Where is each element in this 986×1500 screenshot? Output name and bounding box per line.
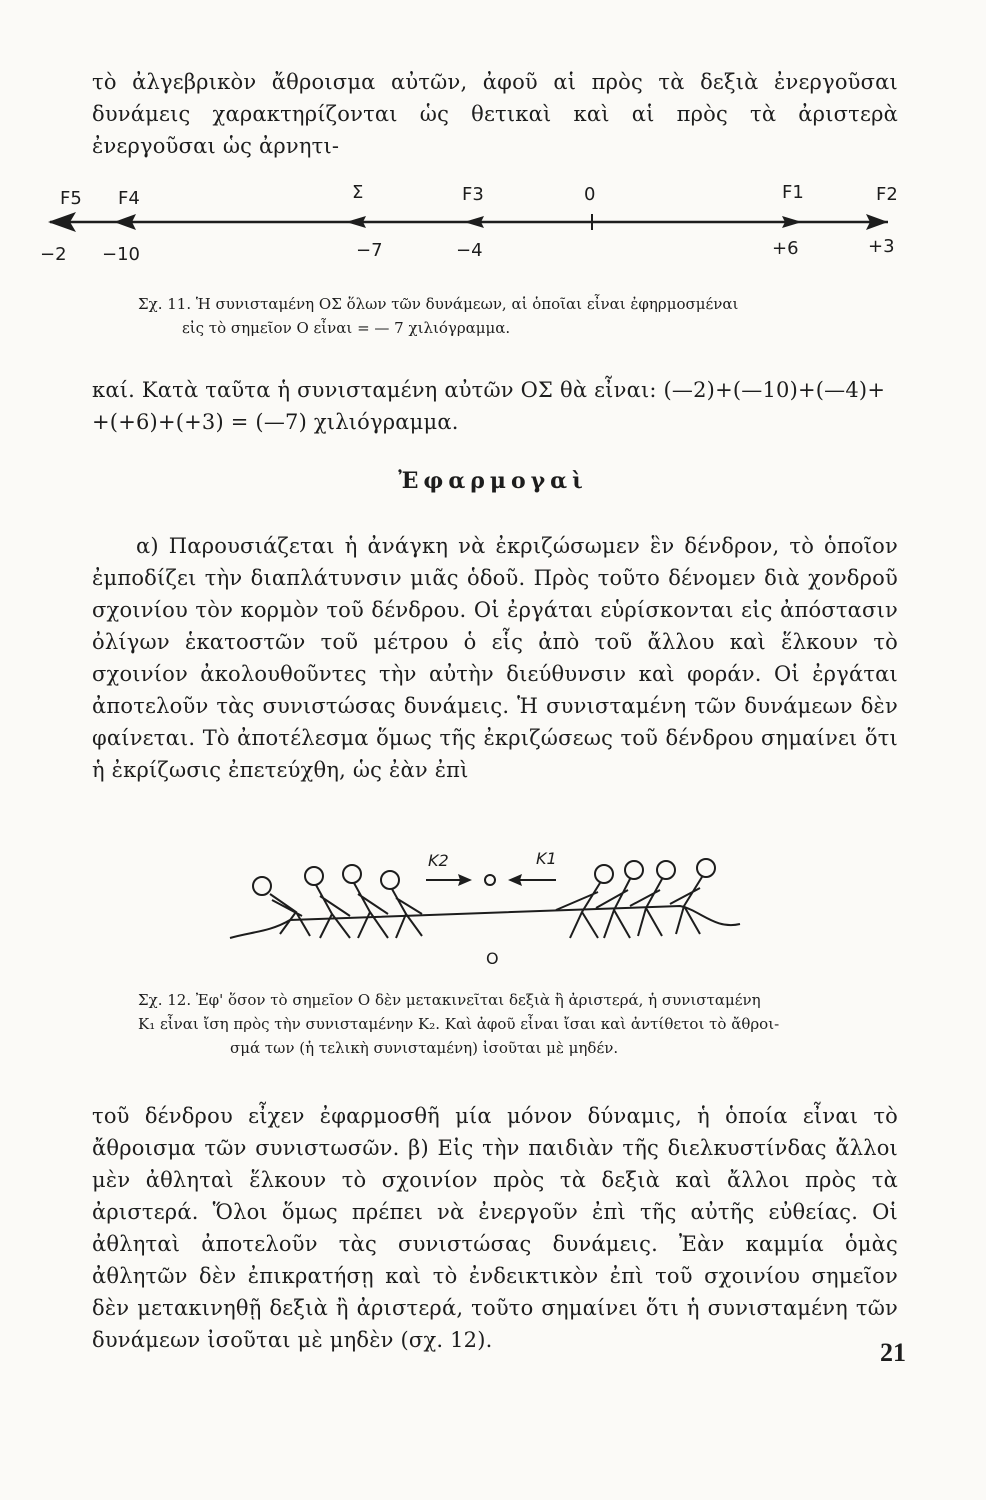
- paragraph-a: α) Παρουσιάζεται ἡ ἀνάγκη νὰ ἐκριζώσωμεν ἓν δένδρον, τὸ ὁποῖον ἐμποδίζει τὴν διαπλάτυνσιν μιᾶς ὁδοῦ. Πρὸς τοῦτο δένομεν διὰ χονδροῦ σχοινίου τὸν κορμὸν τοῦ δένδρου. Οἱ ἐργάται εὑρίσκονται εἰς ἀπόστασιν ὀλίγων ἑκατοστῶν τοῦ μέτρου ὁ εἷς ἀπὸ τοῦ ἄλλου καὶ ἕλκουν τὸ σχοινίον ἀκολουθοῦντες τὴν αὐτὴν διεύθυνσιν καὶ φοράν. Οἱ ἐργάται ἀποτελοῦν τὰς συνιστώσας δυνάμεις. Ἡ συνισταμένη τῶν δυνάμεων δὲν φαίνεται. Τὸ ἀποτέλεσμα ὅμως τῆς ἐκριζώσεως τοῦ δένδρου σημαίνει ὅτι ἡ ἐκρίζωσις ἐπετεύχθη, ὡς ἐὰν ἐπὶ: [92, 534, 898, 782]
- value-f4: −10: [102, 244, 140, 265]
- right-puller-head-3: [657, 861, 675, 879]
- left-puller-body-1: [270, 894, 310, 936]
- right-puller-head-4: [697, 859, 715, 877]
- label-sigma: Σ: [352, 182, 364, 203]
- left-puller-body-2: [316, 885, 350, 938]
- figure-11-number-line: [40, 176, 920, 276]
- figure-12-caption-line3: σμά των (ἡ τελικὴ συνισταμένη) ἰσοῦται μὲ μηδέν.: [230, 1039, 619, 1057]
- sum-line-1: καί. Κατὰ ταῦτα ἡ συνισταμένη αὐτῶν ΟΣ θὰ εἶναι: (—2)+(—10)+(—4)+: [92, 378, 886, 402]
- label-f5: F5: [60, 188, 82, 209]
- label-f1: F1: [782, 182, 804, 203]
- label-center: 0: [486, 886, 487, 887]
- left-puller-head-4: [381, 871, 399, 889]
- value-f3: −4: [456, 240, 483, 261]
- right-puller-head-2: [625, 861, 643, 879]
- arrow-k2-head: [458, 874, 472, 886]
- page-number: 21: [880, 1338, 906, 1367]
- left-puller-head-2: [305, 867, 323, 885]
- value-sigma: −7: [356, 240, 383, 261]
- label-k2: K2: [428, 851, 449, 870]
- label-f4: F4: [118, 188, 140, 209]
- value-f1: +6: [772, 238, 799, 259]
- figure-12-caption-line1: Σχ. 12. Ἐφ' ὅσον τὸ σημεῖον Ο δὲν μετακινεῖται δεξιὰ ἢ ἀριστερά, ἡ συνισταμένη: [138, 991, 761, 1009]
- left-puller-body-4: [392, 889, 422, 938]
- label-f2: F2: [876, 184, 898, 205]
- value-f2: +3: [868, 236, 895, 257]
- left-puller-body-3: [354, 883, 388, 938]
- figure-12-caption-line2: K₁ εἶναι ἴση πρὸς τὴν συνισταμένην K₂. Καὶ ἀφοῦ εἶναι ἴσαι καὶ ἀντίθετοι τὸ ἄθροι-: [138, 1015, 780, 1033]
- label-origin: 0: [584, 184, 596, 205]
- arrow-left-sigma: [346, 216, 366, 228]
- paragraph-b: τοῦ δένδρου εἶχεν ἐφαρμοσθῆ μία μόνον δύναμις, ἡ ὁποία εἶναι τὸ ἄθροισμα τῶν συνιστωσῶν. β) Εἰς τὴν παιδιὰν τῆς διελκυστίνδας ἄλλοι μὲν ἀθληταὶ ἕλκουν τὸ σχοινίον πρὸς τὰ δεξιὰ καὶ ἄλλοι πρὸς τὰ ἀριστερά. Ὅλοι ὅμως πρέπει νὰ ἐνεργοῦν ἐπὶ τῆς αὐτῆς εὐθείας. Οἱ ἀθληταὶ ἀποτελοῦν τὰς συνιστώσας δυνάμεις. Ἐὰν καμμία ὁμὰς ἀθλητῶν δὲν ἐπικρατήσῃ καὶ τὸ ἐνδεικτικὸν ἐπὶ τοῦ σχοινίου σημεῖον δὲν μετακινηθῇ δεξιὰ ἢ ἀριστερά, τοῦτο σημαίνει ὅτι ἡ συνισταμένη τῶν δυνάμεων ἰσοῦται μὲ μηδὲν (σχ. 12).: [92, 1104, 898, 1352]
- sum-text: [92, 374, 898, 438]
- arrow-k1-head: [508, 874, 522, 886]
- figure-12-caption: [138, 988, 908, 1060]
- rope: [230, 906, 740, 938]
- intro-paragraph: τὸ ἀλγεβρικὸν ἄθροισμα αὐτῶν, ἀφοῦ αἱ πρὸς τὰ δεξιὰ ἐνεργοῦσαι δυνάμεις χαρακτηρίζονται ὡς θετικαὶ καὶ αἱ πρὸς τὰ ἀριστερὰ ἐνεργοῦσαι ὡς ἀρνητι-: [92, 70, 898, 158]
- sum-line-2: +(+6)+(+3) = (—7) χιλιόγραμμα.: [92, 410, 459, 434]
- value-f5: −2: [40, 244, 67, 265]
- arrow-right-f1: [782, 216, 802, 228]
- left-puller-head-3: [343, 865, 361, 883]
- left-puller-head-1: [253, 877, 271, 895]
- figure-12-tug-of-war: [210, 840, 770, 970]
- figure-11-caption: [138, 292, 908, 340]
- right-team: [556, 859, 715, 938]
- right-puller-head-1: [595, 865, 613, 883]
- label-o-below: O: [486, 949, 499, 968]
- figure-11-caption-line1: Σχ. 11. Ἡ συνισταμένη ΟΣ ὅλων τῶν δυνάμεων, αἱ ὁποῖαι εἶναι ἐφηρμοσμέναι: [138, 295, 739, 313]
- center-point: [485, 875, 495, 885]
- label-k1: K1: [536, 849, 557, 868]
- left-team: [253, 865, 422, 938]
- section-heading: Ἐφαρμογαὶ: [398, 468, 588, 494]
- label-f3: F3: [462, 184, 484, 205]
- arrow-left-f3: [464, 216, 484, 228]
- figure-11-caption-line2: εἰς τὸ σημεῖον Ο εἶναι = — 7 χιλιόγραμμα.: [182, 319, 511, 337]
